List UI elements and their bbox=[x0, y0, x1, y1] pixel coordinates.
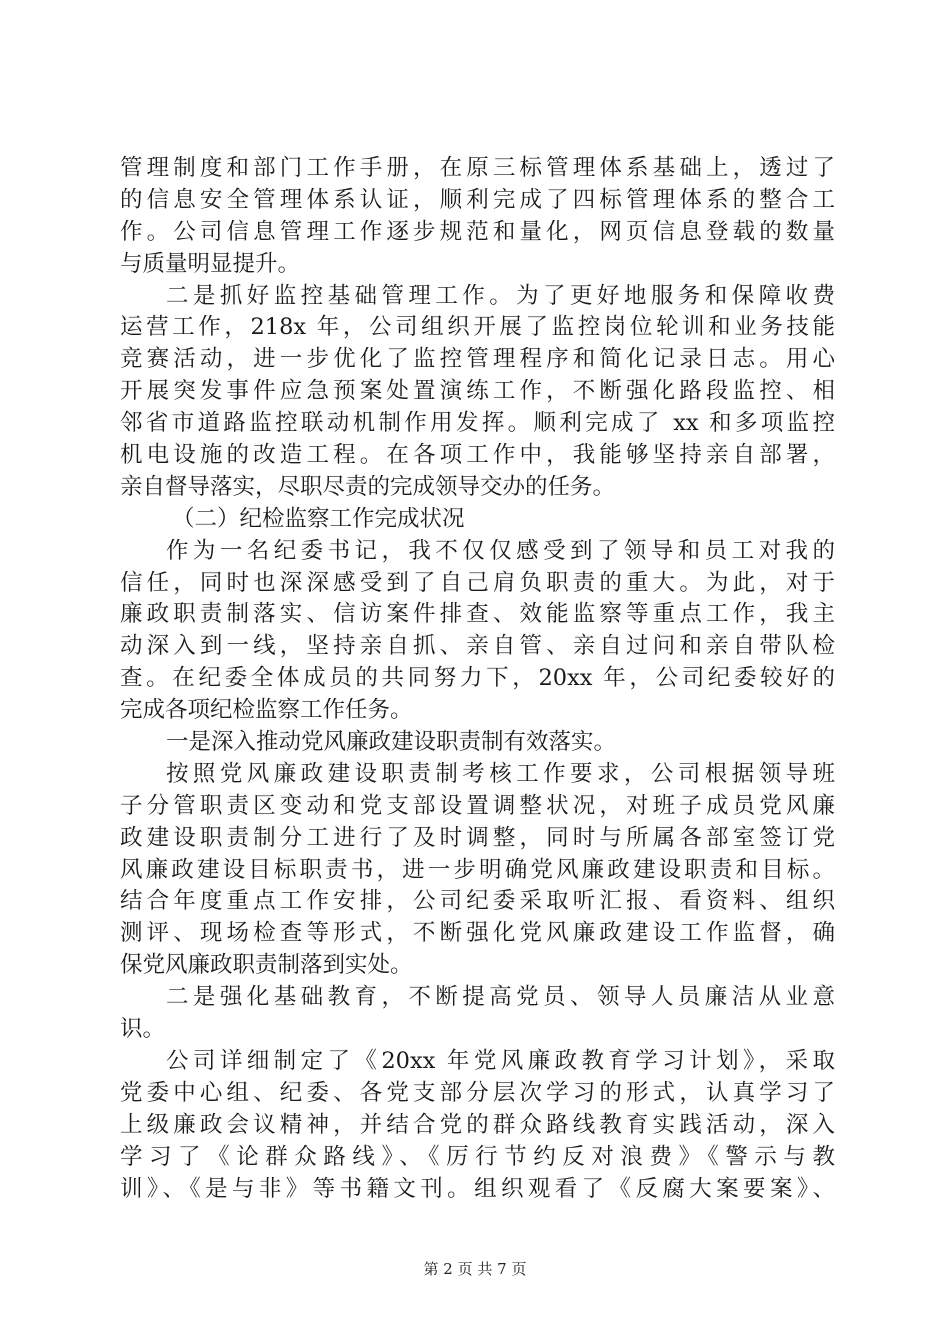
text-line: 学习了《论群众路线》、《厉行节约反对浪费》《警示与教 bbox=[120, 1143, 835, 1170]
text-line: 的信息安全管理体系认证，顺利完成了四标管理体系的整合工 bbox=[120, 186, 835, 213]
text-line: 竞赛活动，进一步优化了监控管理程序和简化记录日志。用心 bbox=[120, 346, 835, 373]
text-line: 信任，同时也深深感受到了自己肩负职责的重大。为此，对于 bbox=[120, 569, 835, 596]
section-heading: （二）纪检监察工作完成状况 bbox=[172, 505, 465, 532]
text-line: 测评、现场检查等形式，不断强化党风廉政建设工作监督，确 bbox=[120, 920, 835, 947]
text-line: 二是强化基础教育，不断提高党员、领导人员廉洁从业意 bbox=[166, 984, 835, 1011]
text-line: 子分管职责区变动和党支部设置调整状况，对班子成员党风廉 bbox=[120, 792, 835, 819]
text-line: 查。在纪委全体成员的共同努力下，20xx 年，公司纪委较好的 bbox=[120, 665, 835, 692]
text-line: 与质量明显提升。 bbox=[120, 250, 301, 277]
text-line: 作。公司信息管理工作逐步规范和量化，网页信息登载的数量 bbox=[120, 218, 835, 245]
text-line: 按照党风廉政建设职责制考核工作要求，公司根据领导班 bbox=[166, 760, 835, 787]
text-line: 上级廉政会议精神，并结合党的群众路线教育实践活动，深入 bbox=[120, 1111, 835, 1138]
text-line: 亲自督导落实，尽职尽责的完成领导交办的任务。 bbox=[120, 473, 616, 500]
text-line: 训》、《是与非》等书籍文刊。组织观看了《反腐大案要案》、 bbox=[120, 1175, 835, 1202]
text-line: 运营工作，218x 年，公司组织开展了监控岗位轮训和业务技能 bbox=[120, 314, 835, 341]
text-line: 完成各项纪检监察工作任务。 bbox=[120, 697, 413, 724]
text-line: 结合年度重点工作安排，公司纪委采取听汇报、看资料、组织 bbox=[120, 888, 835, 915]
text-line: 二是抓好监控基础管理工作。为了更好地服务和保障收费 bbox=[166, 282, 835, 309]
text-line: 动深入到一线，坚持亲自抓、亲自管、亲自过问和亲自带队检 bbox=[120, 633, 835, 660]
text-line: 党委中心组、纪委、各党支部分层次学习的形式，认真学习了 bbox=[120, 1079, 835, 1106]
page-number-footer: 第 2 页 共 7 页 bbox=[423, 1260, 527, 1278]
body-text bbox=[120, 153, 835, 1205]
text-line: 机电设施的改造工程。在各项工作中，我能够坚持亲自部署， bbox=[120, 442, 835, 469]
text-line: 保党风廉政职责制落到实处。 bbox=[120, 952, 413, 979]
text-line: 管理制度和部门工作手册，在原三标管理体系基础上，透过了 bbox=[120, 155, 835, 181]
text-line: 风廉政建设目标职责书，进一步明确党风廉政建设职责和目标。 bbox=[120, 856, 835, 883]
text-line: 公司详细制定了《20xx 年党风廉政教育学习计划》，采取 bbox=[166, 1047, 835, 1074]
text-line: 政建设职责制分工进行了及时调整，同时与所属各部室签订党 bbox=[120, 824, 835, 851]
text-line: 开展突发事件应急预案处置演练工作，不断强化路段监控、相 bbox=[120, 378, 835, 405]
text-line: 廉政职责制落实、信访案件排查、效能监察等重点工作，我主 bbox=[120, 601, 835, 628]
text-line: 邻省市道路监控联动机制作用发挥。顺利完成了 xx 和多项监控 bbox=[120, 410, 835, 437]
text-line: 识。 bbox=[120, 1016, 166, 1043]
text-line: 一是深入推动党风廉政建设职责制有效落实。 bbox=[166, 729, 617, 756]
text-line: 作为一名纪委书记，我不仅仅感受到了领导和员工对我的 bbox=[166, 537, 835, 564]
